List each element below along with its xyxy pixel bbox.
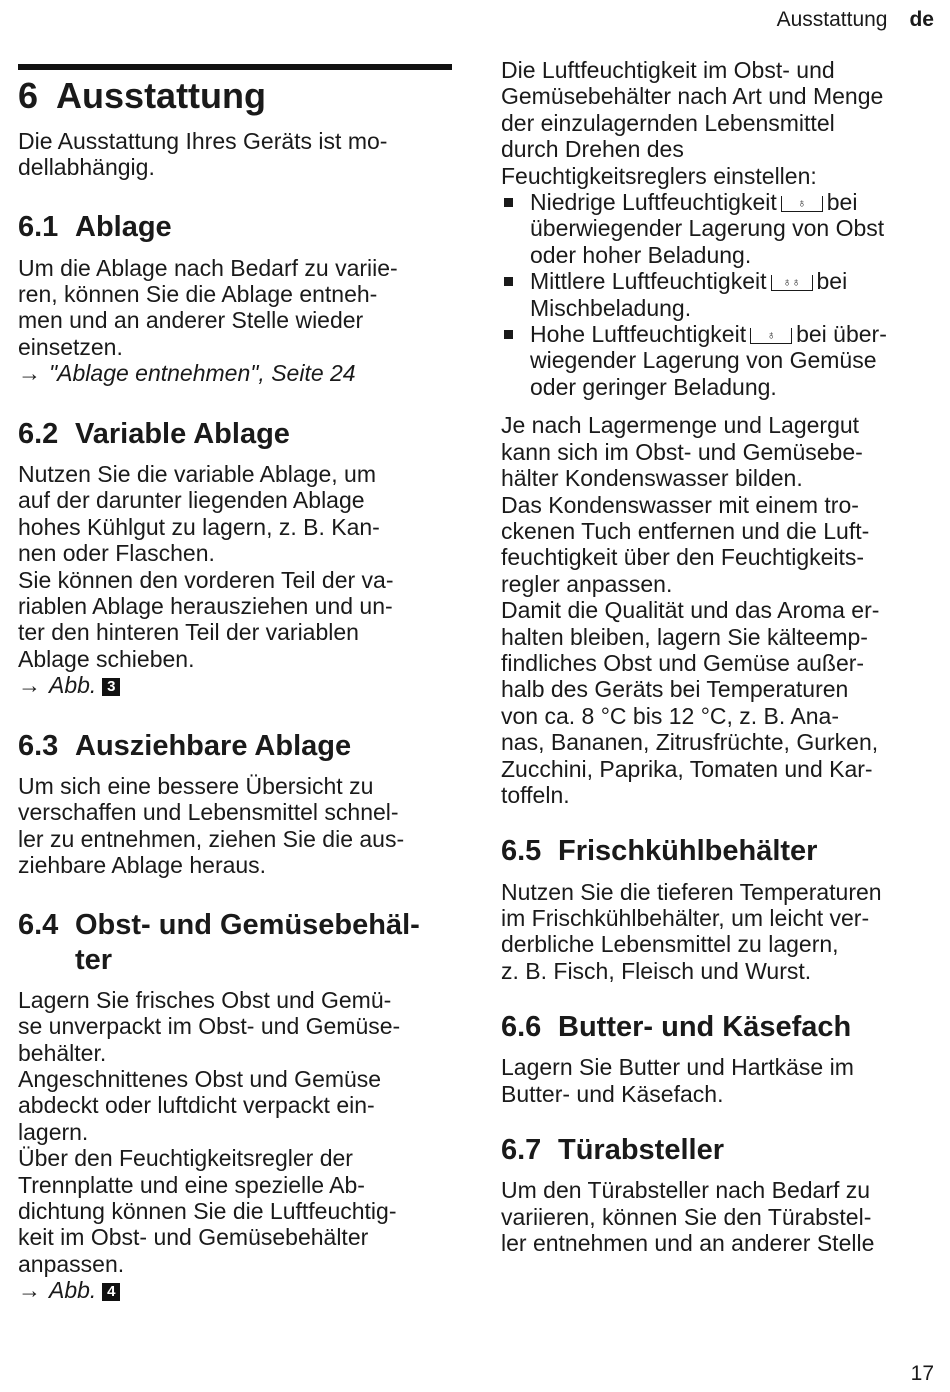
running-header bbox=[777, 8, 934, 32]
page-number: 17 bbox=[910, 1362, 934, 1385]
chapter-number: 6 bbox=[18, 75, 39, 116]
medium-humidity-icon: ♁♁ bbox=[771, 275, 813, 291]
chapter-title: Ausstattung bbox=[56, 75, 267, 116]
left-column bbox=[18, 64, 452, 1304]
section-6-3-text: Um sich eine bessere Übersicht zu verschaffen und Lebensmittel schnel- ler zu entnehmen, ziehen Sie die aus- ziehbare Ablage heraus. bbox=[18, 772, 405, 878]
list-item: Hohe Luftfeuchtigkeit ♁ bei über- wiegender Lagerung von Gemüse oder geringer Beladung. bbox=[501, 321, 937, 400]
chapter-heading bbox=[18, 76, 452, 116]
humidity-list bbox=[501, 189, 937, 400]
section-6-4-heading: 6.4 Obst- und Gemüsebehäl- ter bbox=[18, 909, 420, 976]
header-language: de bbox=[909, 8, 934, 31]
section-6-3-heading: 6.3 Ausziehbare Ablage bbox=[18, 729, 352, 762]
header-section-title: Ausstattung bbox=[776, 8, 888, 31]
arrow-icon: → bbox=[18, 360, 41, 387]
high-humidity-icon: ♁ bbox=[750, 328, 792, 344]
bullet-icon bbox=[504, 198, 513, 207]
section-6-2-heading: 6.2 Variable Ablage bbox=[18, 417, 290, 450]
section-6-2-figure-reference[interactable]: → Abb. 3 bbox=[18, 672, 452, 698]
section-6-5-heading: 6.5 Frischkühlbehälter bbox=[501, 835, 818, 868]
section-6-7-text: Um den Türabsteller nach Bedarf zu variieren, können Sie den Türabstel- ler entnehmen und an anderer Stelle bbox=[501, 1177, 875, 1257]
bullet-icon bbox=[504, 330, 513, 339]
figure-number-badge: 3 bbox=[102, 678, 120, 696]
section-6-2-text: Nutzen Sie die variable Ablage, um auf der darunter liegenden Ablage hohes Kühlgut zu lagern, z. B. Kan- nen oder Flaschen. Sie können den vorderen Teil der va- riablen Ablage herausziehen und un- ter den hinteren Teil der variablen Ablage schieben. bbox=[18, 460, 394, 672]
list-item: Niedrige Luftfeuchtigkeit ♁ bei überwiegender Lagerung von Obst oder hoher Beladung. bbox=[501, 189, 937, 268]
low-humidity-icon: ♁ bbox=[781, 196, 823, 212]
section-6-6-text: Lagern Sie Butter und Hartkäse im Butter- und Käsefach. bbox=[501, 1054, 854, 1107]
section-6-1-text: Um die Ablage nach Bedarf zu variie- ren, können Sie die Ablage entneh- men und an anderer Stelle wieder einsetzen. bbox=[18, 254, 398, 360]
section-6-1-cross-reference[interactable]: → "Ablage entnehmen", Seite 24 bbox=[18, 360, 356, 387]
section-6-7-heading: 6.7 Türabsteller bbox=[501, 1134, 724, 1167]
section-6-4-text: Lagern Sie frisches Obst und Gemü- se unverpackt im Obst- und Gemüse- behälter. Angeschnittenes Obst und Gemüse abdeckt oder luftdicht verpackt ein- lagern. Über den Feuchtigkeitsregler der Trennplatte und eine spezielle Ab- dichtung können Sie die Luftfeuchtig- keit im Obst- und Gemüsebehälter anpassen. bbox=[18, 986, 401, 1277]
section-6-1-heading: 6.1 Ablage bbox=[18, 211, 172, 244]
arrow-icon: → bbox=[18, 672, 41, 699]
list-item: Mittlere Luftfeuchtigkeit ♁♁ bei Mischbeladung. bbox=[501, 268, 937, 321]
bullet-icon bbox=[504, 277, 513, 286]
section-6-4-figure-reference[interactable]: → Abb. 4 bbox=[18, 1277, 452, 1303]
section-6-6-heading: 6.6 Butter- und Käsefach bbox=[501, 1011, 852, 1044]
right-column bbox=[501, 57, 937, 1257]
condensation-text: Je nach Lagermenge und Lagergut kann sich im Obst- und Gemüsebe- hälter Kondenswasser bilden. Das Kondenswasser mit einem tro- ckenen Tuch entfernen und die Luft- feuchtigkeit über den Feuchtigkeits- regler anpassen. Damit die Qualität und das Aroma er- halten bleiben, lagern Sie kälteemp- findliches Obst und Gemüse außer- halb des Geräts bei Temperaturen von ca. 8 °C bis 12 °C, z. B. Ana- nas, Bananen, Zitrusfrüchte, Gurken, Zucchini, Paprika, Tomaten und Kar- toffeln. bbox=[501, 412, 880, 808]
arrow-icon: → bbox=[18, 1277, 41, 1304]
chapter-intro: Die Ausstattung Ihres Geräts ist mo- dellabhängig. bbox=[18, 127, 388, 180]
figure-number-badge: 4 bbox=[102, 1283, 120, 1301]
humidity-intro: Die Luftfeuchtigkeit im Obst- und Gemüsebehälter nach Art und Menge der einzulagernden Lebensmittel durch Drehen des Feuchtigkeitsreglers einstellen: bbox=[501, 57, 884, 189]
chapter-rule bbox=[18, 64, 452, 70]
section-6-5-text: Nutzen Sie die tieferen Temperaturen im Frischkühlbehälter, um leicht ver- derbliche Lebensmittel zu lagern, z. B. Fisch, Fleisch und Wurst. bbox=[501, 878, 882, 984]
